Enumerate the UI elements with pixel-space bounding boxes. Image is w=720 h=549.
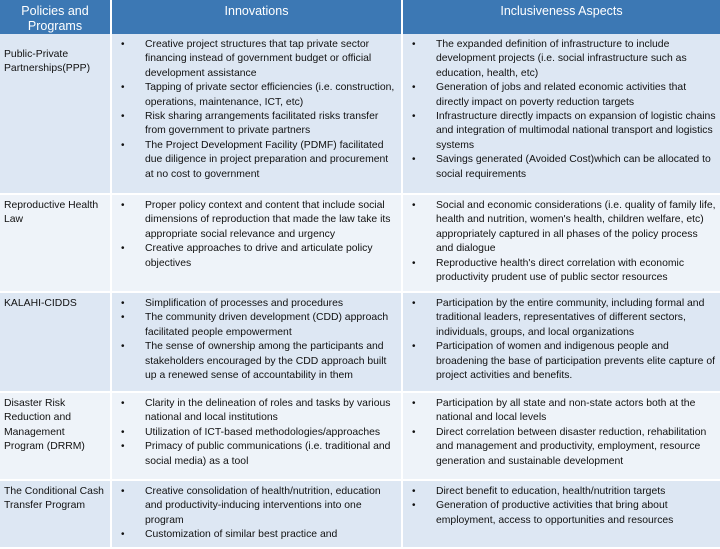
header-programs: Policies and Programs bbox=[0, 0, 111, 34]
list-item: • Generation of jobs and related economic activities that directly impact on poverty reduction targets bbox=[408, 81, 717, 110]
list-item: • Primacy of public communications (i.e. traditional and social media) as a tool bbox=[117, 440, 398, 469]
table-row bbox=[0, 34, 720, 194]
list-item: • The sense of ownership among the participants and stakeholders encouraged by the CDD approach built up a renewed sense of accountability in them bbox=[117, 340, 398, 383]
list-item: • The expanded definition of infrastructure to include development projects (i.e. social infrastructure such as education, health, etc) bbox=[408, 38, 717, 81]
list-item: • Simplification of processes and procedures bbox=[117, 297, 398, 311]
list-item: • The Project Development Facility (PDMF) facilitated due diligence in project preparation and procurement at no cost to government bbox=[117, 139, 398, 182]
list-item: • Creative consolidation of health/nutrition, education and productivity-inducing interventions into one program bbox=[117, 485, 398, 528]
list-item: • Tapping of private sector efficiencies (i.e. construction, operations, maintenance, ICT, etc) bbox=[117, 81, 398, 110]
list-item: • Customization of similar best practice and bbox=[117, 528, 398, 542]
inclusiveness-cell bbox=[402, 480, 720, 548]
list-item: • The community driven development (CDD) approach facilitated people empowerment bbox=[117, 311, 398, 340]
list-item: • Clarity in the delineation of roles and tasks by various national and local institutions bbox=[117, 397, 398, 426]
list-item: • Reproductive health's direct correlation with economic productivity prudent use of public sector resources bbox=[408, 257, 717, 286]
list-item: • Creative approaches to drive and articulate policy objectives bbox=[117, 242, 398, 271]
innovations-cell bbox=[111, 292, 402, 392]
list-item: • Social and economic considerations (i.e. quality of family life, health and nutrition, women's health, children welfare, etc) appropriately captured in all phases of the policy process and dialogue bbox=[408, 199, 717, 257]
list-item: • Generation of productive activities that bring about employment, access to opportunities and resources bbox=[408, 499, 717, 528]
header-inclusiveness: Inclusiveness Aspects bbox=[402, 0, 720, 34]
list-item: • Participation by all state and non-state actors both at the national and local levels bbox=[408, 397, 717, 426]
innovations-cell bbox=[111, 34, 402, 194]
innovations-cell bbox=[111, 480, 402, 548]
list-item: • Proper policy context and content that include social dimensions of reproduction that made the law take its appropriate social relevance and urgency bbox=[117, 199, 398, 242]
inclusiveness-cell bbox=[402, 194, 720, 292]
list-item: • Creative project structures that tap private sector financing instead of government budget or official development assistance bbox=[117, 38, 398, 81]
inclusiveness-cell bbox=[402, 34, 720, 194]
program-name: Public-Private Partnerships(PPP) bbox=[0, 34, 111, 194]
program-name: The Conditional Cash Transfer Program bbox=[0, 480, 111, 548]
table-row bbox=[0, 292, 720, 392]
innovations-cell bbox=[111, 194, 402, 292]
innovations-cell bbox=[111, 392, 402, 480]
header-row bbox=[0, 0, 720, 34]
program-name: KALAHI-CIDDS bbox=[0, 292, 111, 392]
list-item: • Savings generated (Avoided Cost)which can be allocated to social requirements bbox=[408, 153, 717, 182]
list-item: • Participation by the entire community, including formal and traditional leaders, representatives of different sectors, individuals, groups, and local organizations bbox=[408, 297, 717, 340]
program-name: Disaster Risk Reduction and Management Program (DRRM) bbox=[0, 392, 111, 480]
list-item: • Risk sharing arrangements facilitated risks transfer from government to private partners bbox=[117, 110, 398, 139]
list-item: • Direct correlation between disaster reduction, rehabilitation and management and productivity, employment, resource generation and sustainable development bbox=[408, 426, 717, 469]
header-innovations: Innovations bbox=[111, 0, 402, 34]
list-item: • Infrastructure directly impacts on expansion of logistic chains and integration of multimodal national transport and logistics systems bbox=[408, 110, 717, 153]
list-item: • Participation of women and indigenous people and broadening the base of participation prevents elite capture of project activities and benefits. bbox=[408, 340, 717, 383]
table-row bbox=[0, 480, 720, 548]
list-item: • Utilization of ICT-based methodologies/approaches bbox=[117, 426, 398, 440]
list-item: • Direct benefit to education, health/nutrition targets bbox=[408, 485, 717, 499]
program-name: Reproductive Health Law bbox=[0, 194, 111, 292]
inclusiveness-cell bbox=[402, 292, 720, 392]
table-row bbox=[0, 194, 720, 292]
table-row bbox=[0, 392, 720, 480]
inclusiveness-cell bbox=[402, 392, 720, 480]
